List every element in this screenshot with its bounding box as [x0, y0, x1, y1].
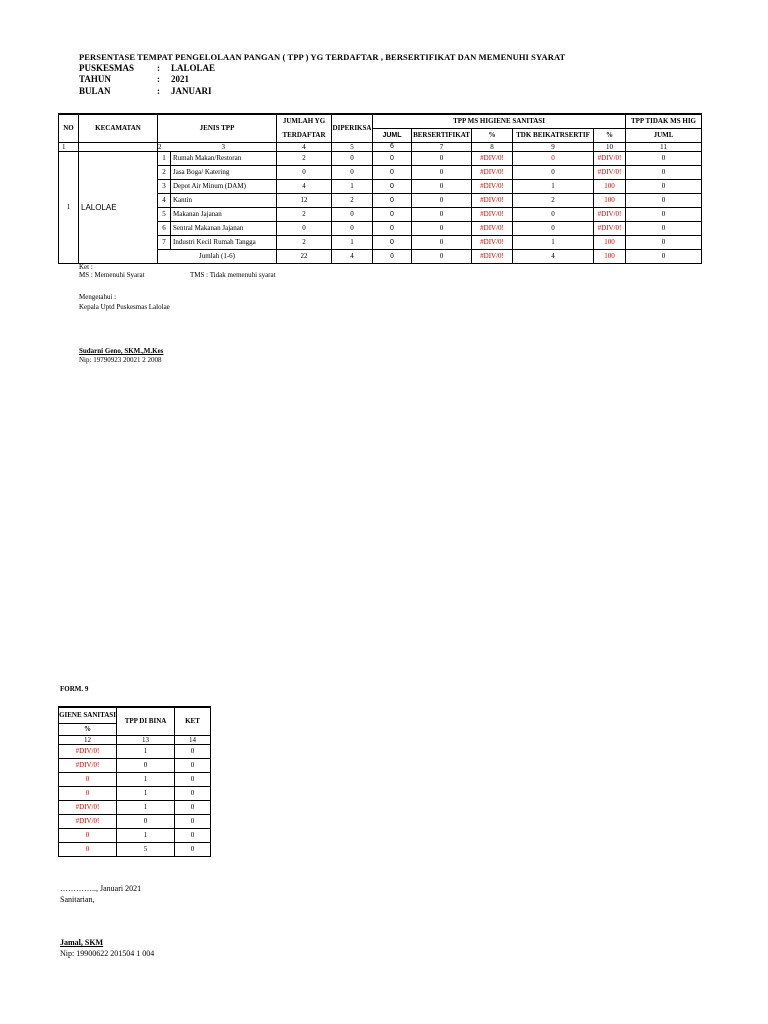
cell-pct: #DIV/0!	[59, 815, 117, 829]
header-pct2: %	[594, 129, 626, 143]
meta-puskesmas	[79, 63, 215, 73]
header-tms-juml: JUML	[626, 129, 702, 143]
cell-terdaftar: 2	[277, 208, 332, 222]
cell-terdaftar: 2	[277, 236, 332, 250]
row-number: 1	[158, 152, 171, 166]
meta-bulan	[79, 86, 212, 96]
cell-pct2: 100	[594, 180, 626, 194]
ket-label: Ket :	[79, 263, 93, 271]
table-row	[59, 745, 211, 759]
header-kecamatan: KECAMATAN	[79, 114, 158, 143]
cell-diperiksa: 0	[332, 222, 373, 236]
cell-bina: 0	[117, 815, 175, 829]
cell-pct: #DIV/0!	[59, 801, 117, 815]
meta-key: BULAN	[79, 86, 111, 96]
meta-key: PUSKESMAS	[79, 63, 135, 73]
header-juml: JUML	[373, 129, 412, 143]
signer1-name: Sudarni Geno, SKM.,M.Kes	[79, 347, 164, 355]
cell-juml: 0	[373, 166, 412, 180]
table-row	[59, 759, 211, 773]
cell-pct: #DIV/0!	[472, 208, 513, 222]
cell-terdaftar: 0	[277, 166, 332, 180]
cell-bina: 0	[117, 759, 175, 773]
jenis-tpp: Depot Air Minum (DAM)	[171, 180, 277, 194]
report-title: PERSENTASE TEMPAT PENGELOLAAN PANGAN ( TPP ) YG TERDAFTAR , BERSERTIFIKAT DAN MEMENUHI SYARAT	[79, 52, 566, 62]
jenis-tpp: Industri Kecil Rumah Tangga	[171, 236, 277, 250]
cell-diperiksa: 1	[332, 180, 373, 194]
cell-pct: #DIV/0!	[59, 759, 117, 773]
cell-bina: 1	[117, 745, 175, 759]
total-pct: #DIV/0!	[472, 250, 513, 264]
cell-pct: 0	[59, 843, 117, 857]
header-ms-group-cont: GIENE SANITASI	[59, 707, 117, 724]
jenis-tpp: Sentral Makanan Jajanan	[171, 222, 277, 236]
colnum: 10	[594, 143, 626, 152]
kecamatan-name: LALOLAE	[79, 152, 158, 264]
cell-bersertifikat: 0	[412, 194, 472, 208]
cell-bina: 1	[117, 829, 175, 843]
header-bersertifikat: BERSERTIFIKAT	[412, 129, 472, 143]
jenis-tpp: Rumah Makan/Restoran	[171, 152, 277, 166]
cell-tms: 0	[626, 166, 702, 180]
cell-pct2: 100	[594, 194, 626, 208]
colnum: 6	[373, 143, 412, 152]
cell-bersertifikat: 0	[412, 222, 472, 236]
cell-pct: 0	[59, 829, 117, 843]
cell-terdaftar: 4	[277, 180, 332, 194]
cell-juml: 0	[373, 222, 412, 236]
meta-value: LALOLAE	[171, 63, 216, 73]
cell-ket: 0	[175, 843, 211, 857]
colnum: 3	[221, 143, 225, 151]
colnum: 14	[175, 736, 211, 745]
cell-tms: 0	[626, 236, 702, 250]
colnum: 8	[472, 143, 513, 152]
cell-diperiksa: 0	[332, 152, 373, 166]
cell-bina: 1	[117, 773, 175, 787]
header-pct: %	[472, 129, 513, 143]
total-bersertifikat: 0	[412, 250, 472, 264]
cell-pct2: #DIV/0!	[594, 152, 626, 166]
table-row	[59, 787, 211, 801]
cell-bina: 1	[117, 801, 175, 815]
signer1-role: Kepala Uptd Puskesmas Lalolae	[79, 303, 170, 311]
cell-juml: 0	[373, 152, 412, 166]
meta-key: TAHUN	[79, 74, 111, 84]
cell-diperiksa: 0	[332, 166, 373, 180]
signer2-role: Sanitarian,	[60, 895, 95, 904]
cell-tdk: 2	[513, 194, 594, 208]
colnum: 11	[626, 143, 702, 152]
total-terdaftar: 22	[277, 250, 332, 264]
cell-diperiksa: 1	[332, 236, 373, 250]
table-row	[59, 152, 702, 166]
cell-bersertifikat: 0	[412, 236, 472, 250]
cell-ket: 0	[175, 759, 211, 773]
cell-tdk: 1	[513, 180, 594, 194]
cell-pct: #DIV/0!	[472, 194, 513, 208]
form-label: FORM. 9	[60, 685, 89, 693]
cell-ket: 0	[175, 815, 211, 829]
cell-tdk: 0	[513, 208, 594, 222]
row-number: 6	[158, 222, 171, 236]
ket-tms: TMS : Tidak memenuhi syarat	[190, 271, 276, 279]
cell-tms: 0	[626, 194, 702, 208]
cell-tms: 0	[626, 180, 702, 194]
mengetahui-label: Mengetahui :	[79, 293, 117, 301]
cell-bersertifikat: 0	[412, 208, 472, 222]
cell-pct2: #DIV/0!	[594, 208, 626, 222]
meta-tahun	[79, 74, 189, 84]
meta-colon: :	[157, 74, 160, 84]
jenis-tpp: Kantin	[171, 194, 277, 208]
jenis-tpp: Jasa Boga/ Katering	[171, 166, 277, 180]
cell-pct2: #DIV/0!	[594, 222, 626, 236]
cell-bina: 1	[117, 787, 175, 801]
cell-tdk: 0	[513, 152, 594, 166]
kecamatan-no: 1	[59, 152, 79, 264]
cell-pct: #DIV/0!	[472, 180, 513, 194]
meta-value: JANUARI	[171, 86, 212, 96]
colnum: 5	[332, 143, 373, 152]
row-number: 3	[158, 180, 171, 194]
table-row	[59, 815, 211, 829]
row-number: 2	[158, 166, 171, 180]
tpp-table	[58, 113, 702, 264]
table-row	[59, 801, 211, 815]
header-jumlah-bottom: TERDAFTAR	[277, 129, 332, 143]
header-tpp-di-bina: TPP DI BINA	[117, 707, 175, 736]
cell-pct: #DIV/0!	[472, 222, 513, 236]
signer2-date: ………….., Januari 2021	[60, 884, 142, 893]
cell-pct2: 100	[594, 236, 626, 250]
colnum: 1	[59, 143, 79, 152]
table-row	[59, 829, 211, 843]
total-tms: 0	[626, 250, 702, 264]
cell-ket: 0	[175, 787, 211, 801]
colnum: 12	[59, 736, 117, 745]
jenis-tpp: Makanan Jajanan	[171, 208, 277, 222]
cell-tms: 0	[626, 222, 702, 236]
cell-juml: 0	[373, 194, 412, 208]
cell-pct: #DIV/0!	[472, 152, 513, 166]
header-ms-group: TPP MS HIGIENE SANITASI	[373, 114, 626, 129]
signer2-name: Jamal, SKM	[60, 938, 104, 947]
meta-value: 2021	[171, 74, 189, 84]
colnum	[79, 143, 158, 152]
cell-bina: 5	[117, 843, 175, 857]
colnum	[158, 143, 277, 152]
meta-colon: :	[157, 63, 160, 73]
header-diperiksa: DIPERIKSA	[332, 114, 373, 143]
table-row	[59, 843, 211, 857]
cell-bersertifikat: 0	[412, 166, 472, 180]
colnum: 4	[277, 143, 332, 152]
cell-pct: 0	[59, 787, 117, 801]
cell-bersertifikat: 0	[412, 180, 472, 194]
cell-tdk: 1	[513, 236, 594, 250]
cell-terdaftar: 2	[277, 152, 332, 166]
cell-bersertifikat: 0	[412, 152, 472, 166]
cell-pct: #DIV/0!	[59, 745, 117, 759]
header-pct-cont: %	[59, 724, 117, 736]
row-number: 5	[158, 208, 171, 222]
cell-pct: 0	[59, 773, 117, 787]
cell-tms: 0	[626, 152, 702, 166]
cell-tms: 0	[626, 208, 702, 222]
cell-tdk: 0	[513, 222, 594, 236]
cell-tdk: 0	[513, 166, 594, 180]
cell-juml: 0	[373, 236, 412, 250]
header-tdk: TDK BEIKATRSERTIF	[513, 129, 594, 143]
colnum: 7	[412, 143, 472, 152]
cell-pct: #DIV/0!	[472, 236, 513, 250]
cell-juml: 0	[373, 208, 412, 222]
ket-ms: MS : Memenuhi Syarat	[79, 271, 145, 279]
cell-juml: 0	[373, 180, 412, 194]
signer2-nip: Nip: 19900622 201504 1 004	[60, 949, 155, 958]
cell-diperiksa: 0	[332, 208, 373, 222]
header-no: NO	[59, 114, 79, 143]
header-jumlah-top: JUMLAH YG	[277, 114, 332, 129]
table-row	[59, 773, 211, 787]
total-pct2: 100	[594, 250, 626, 264]
cell-terdaftar: 12	[277, 194, 332, 208]
colnum: 13	[117, 736, 175, 745]
tpp-table-continued	[58, 706, 211, 857]
cell-pct2: #DIV/0!	[594, 166, 626, 180]
row-number: 7	[158, 236, 171, 250]
total-tdk: 4	[513, 250, 594, 264]
cell-terdaftar: 0	[277, 222, 332, 236]
cell-diperiksa: 2	[332, 194, 373, 208]
total-diperiksa: 4	[332, 250, 373, 264]
cell-ket: 0	[175, 801, 211, 815]
meta-colon: :	[157, 86, 160, 96]
cell-ket: 0	[175, 773, 211, 787]
colnum-row	[59, 736, 211, 745]
header-ket: KET	[175, 707, 211, 736]
total-juml: 0	[373, 250, 412, 264]
cell-ket: 0	[175, 829, 211, 843]
row-number: 4	[158, 194, 171, 208]
cell-ket: 0	[175, 745, 211, 759]
colnum-row	[59, 143, 702, 152]
signer1-nip: Nip: 19790923 20021 2 2008	[79, 356, 162, 364]
total-label: Jumlah (1-6)	[158, 250, 277, 264]
header-jenis: JENIS TPP	[158, 114, 277, 143]
colnum: 2	[158, 143, 162, 151]
colnum: 9	[513, 143, 594, 152]
header-tms-group: TPP TIDAK MS HIG	[626, 114, 702, 129]
cell-pct: #DIV/0!	[472, 166, 513, 180]
